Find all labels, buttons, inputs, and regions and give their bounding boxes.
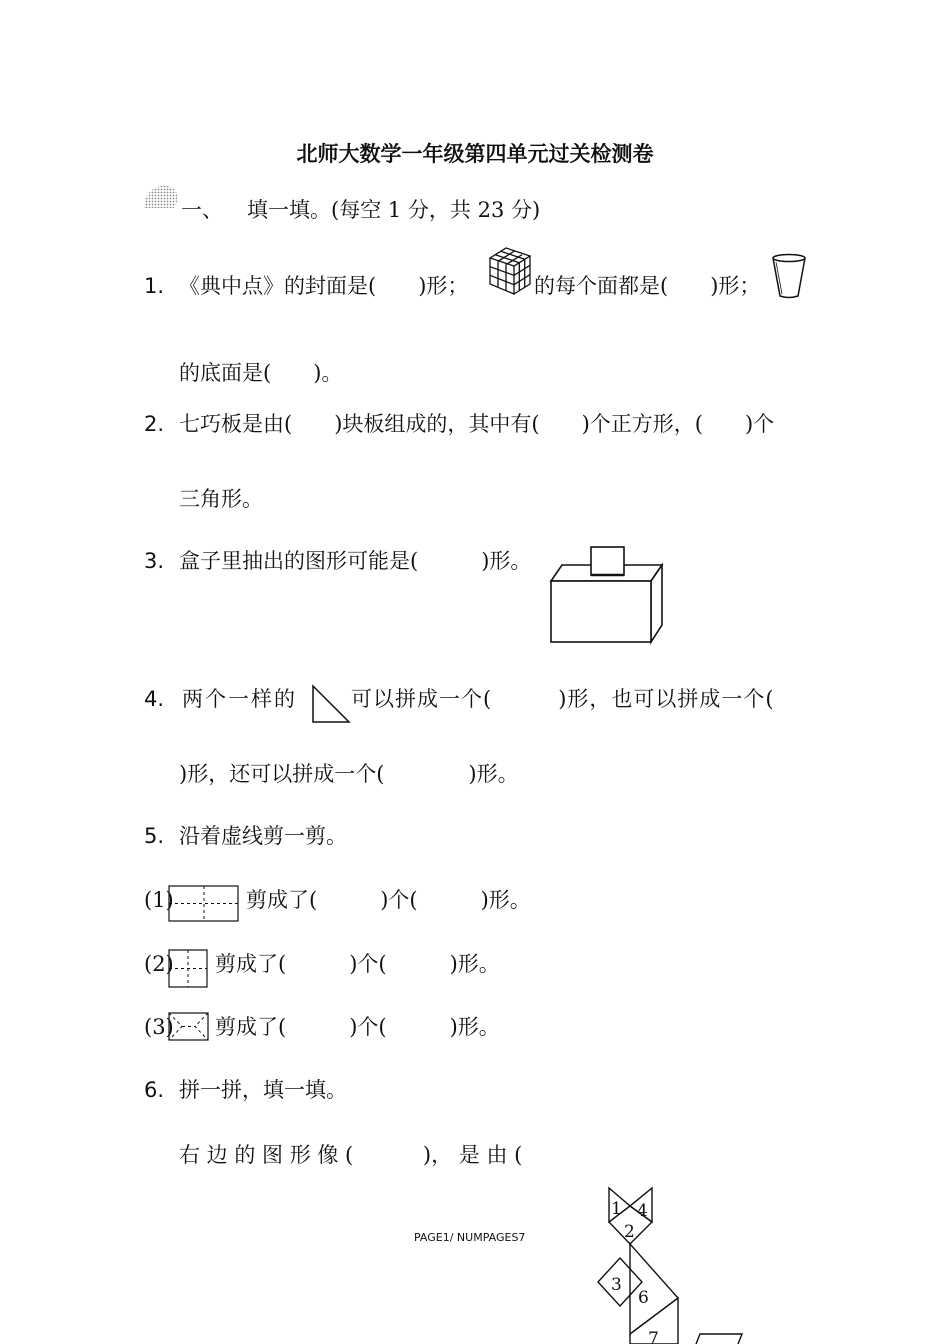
question-2-line-1: 七巧板是由( )块板组成的，其中有( )个正方形，( )个 <box>179 412 775 436</box>
question-4-line-2: )形，还可以拼成一个( )形。 <box>179 762 519 786</box>
question-5-item-3-text: 剪成了( )个( )形。 <box>215 1015 500 1039</box>
section-heading: 填一填。(每空 1 分，共 23 分) <box>247 198 541 222</box>
question-1-text-a: 《典中点》的封面是( )形； <box>179 274 469 298</box>
page-title: 北师大数学一年级第四单元过关检测卷 <box>296 141 654 166</box>
question-4-text-b: 可以拼成一个( )形，也可以拼成一个( <box>351 687 775 711</box>
section-number: 一、 <box>181 198 223 222</box>
question-1-number: 1. <box>144 274 165 298</box>
question-4-number: 4. <box>144 687 165 711</box>
question-3-number: 3. <box>144 549 165 573</box>
page-footer: PAGE1/ NUMPAGES7 <box>414 1231 526 1244</box>
rubiks-cube-icon <box>486 246 534 298</box>
tangram-label: 2 <box>624 1222 635 1242</box>
tangram-cat-figure <box>596 1184 746 1344</box>
right-triangle-icon <box>311 684 351 724</box>
question-5-item-1-text: 剪成了( )个( )形。 <box>246 888 531 912</box>
cup-icon <box>770 252 808 300</box>
question-6-line-2: 右 边 的 图 形 像 ( )， 是 由 ( <box>179 1143 523 1167</box>
box-with-card-icon <box>548 545 666 647</box>
question-1-text-b: 的每个面都是( )形； <box>534 274 761 298</box>
tangram-label: 4 <box>637 1201 648 1221</box>
tangram-label: 1 <box>611 1199 622 1219</box>
dashed-square-icon <box>168 949 210 989</box>
question-5-number: 5. <box>144 824 165 848</box>
tangram-label: 6 <box>638 1288 649 1308</box>
question-6-number: 6. <box>144 1078 165 1102</box>
question-6-text: 拼一拼，填一填。 <box>179 1078 347 1102</box>
question-4-text-a: 两个一样的 <box>182 687 297 711</box>
question-5-text: 沿着虚线剪一剪。 <box>179 824 347 848</box>
question-3-text: 盒子里抽出的图形可能是( )形。 <box>179 549 532 573</box>
question-5-item-2-label: (2) <box>144 952 174 976</box>
question-5-item-2-text: 剪成了( )个( )形。 <box>215 952 500 976</box>
section-badge-icon <box>142 182 182 218</box>
question-2-number: 2. <box>144 412 165 436</box>
question-2-line-2: 三角形。 <box>179 487 263 511</box>
question-1-line-2: 的底面是( )。 <box>179 361 343 385</box>
question-5-item-1-label: (1) <box>144 888 174 912</box>
dashed-rectangle-icon <box>168 885 240 923</box>
question-5-item-3-label: (3) <box>144 1015 174 1039</box>
tangram-label: 3 <box>611 1275 622 1295</box>
dashed-envelope-icon <box>168 1012 210 1042</box>
tangram-label: 7 <box>648 1329 659 1344</box>
